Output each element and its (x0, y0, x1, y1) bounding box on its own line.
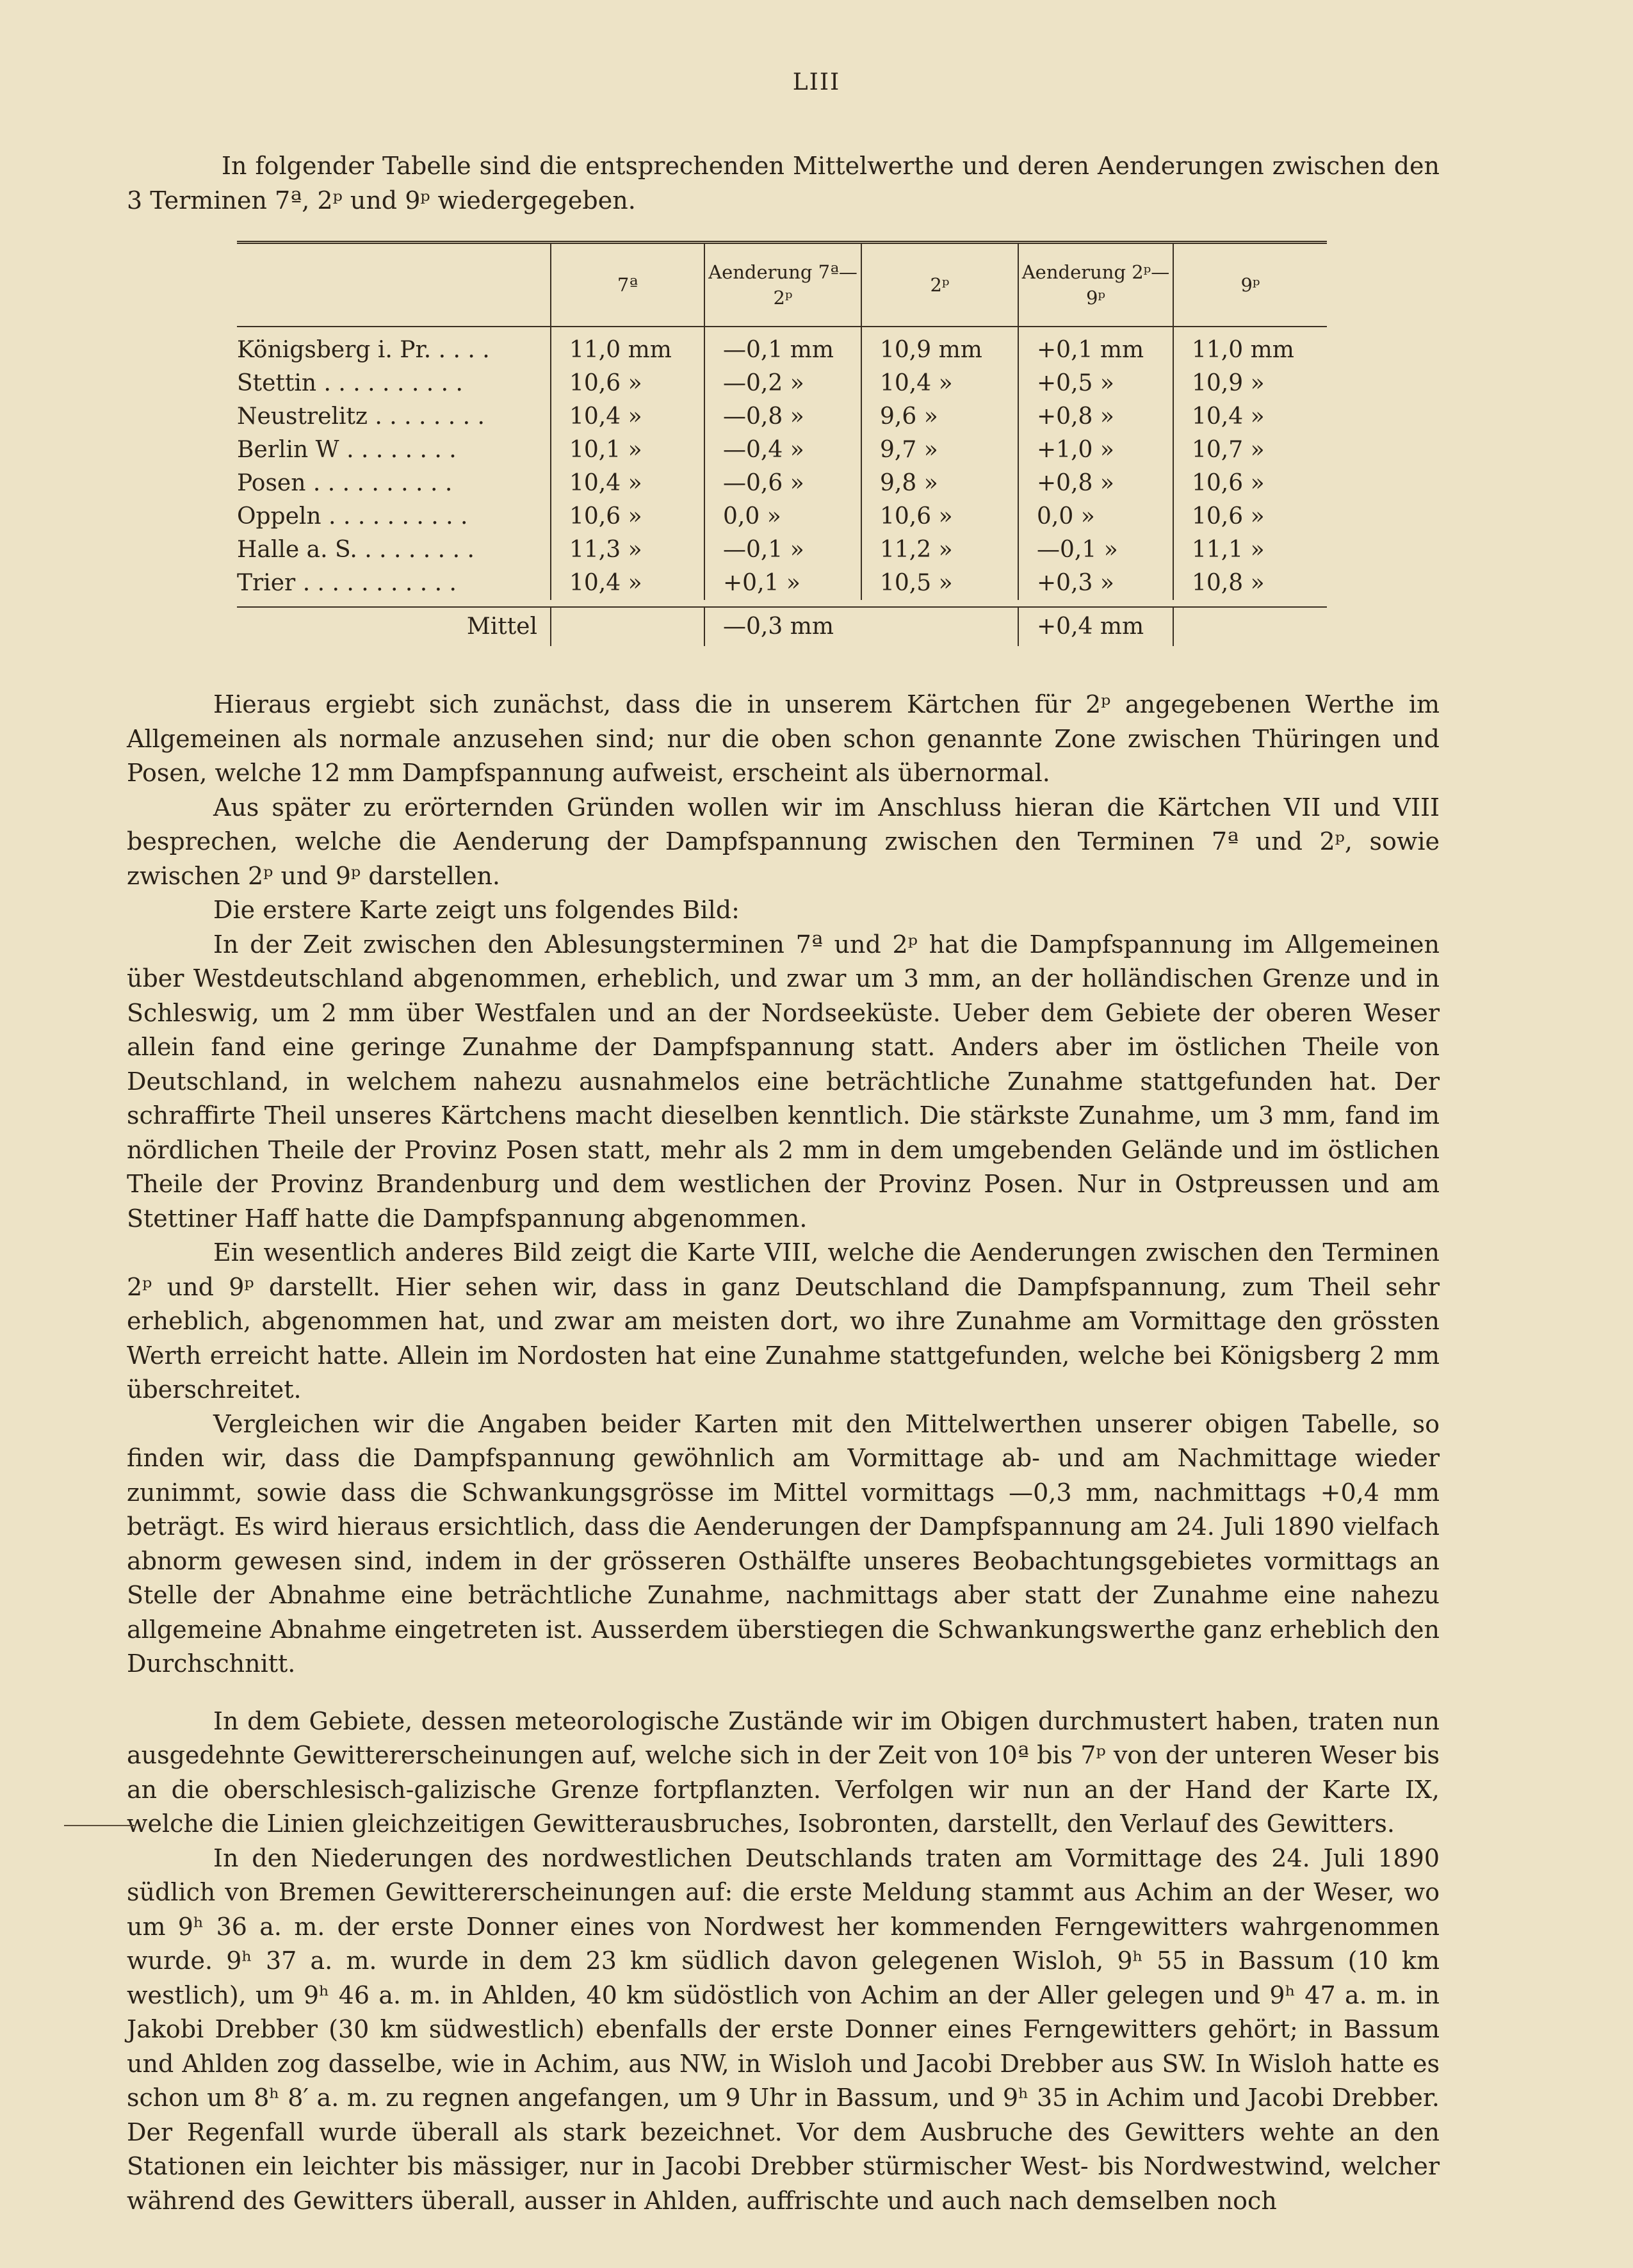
paragraph: In der Zeit zwischen den Ablesungsterminen 7ª und 2ᵖ hat die Dampfspannung im Allgemeinen über Westdeutschland abgenommen, erheblich, und zwar um 3 mm, an der holländischen Grenze und in Schleswig, um 2 mm über Westfalen und an der Nordseeküste. Ueber dem Gebiete der oberen Weser allein fand eine geringe Zunahme der Dampfspannung statt. Anders aber im östlichen Theile von Deutschland, in welchem nahezu ausnahmelos eine beträchtliche Zunahme stattgefunden hat. Der schraffirte Theil unseres Kärtchens macht dieselben kenntlich. Die stärkste Zunahme, um 3 mm, fand im nördlichen Theile der Provinz Posen statt, mehr als 2 mm in dem umgebenden Gelände und im östlichen Theile der Provinz Brandenburg und dem westlichen der Provinz Posen. Nur in Ostpreussen und am Stettiner Haff hatte die Dampfspannung abgenommen. (127, 930, 1440, 1233)
value-7a: 10,4 » (551, 567, 704, 600)
station-name: Berlin W . . . . . . . . (237, 437, 457, 463)
body-text (127, 688, 1440, 2218)
value-change-7a-2p: —0,2 » (704, 367, 861, 400)
table-row (237, 567, 1327, 600)
value-7a: 10,1 » (551, 433, 704, 467)
paragraph: Aus später zu erörternden Gründen wollen wir im Anschluss hieran die Kärtchen VII und VIII besprechen, welche die Aenderung der Dampfspannung zwischen den Terminen 7ª und 2ᵖ, sowie zwischen 2ᵖ und 9ᵖ darstellen. (127, 793, 1440, 890)
paragraph: In dem Gebiete, dessen meteorologische Zustände wir im Obigen durchmustert haben, traten nun ausgedehnte Gewittererscheinungen auf, welche sich in der Zeit von 10ª bis 7ᵖ von der unteren Weser bis an die oberschlesisch-galizische Grenze fortpflanzten. Verfolgen wir nun an der Hand der Karte IX, welche die Linien gleichzeitigen Gewitterausbruches, Isobronten, darstellt, den Verlauf des Gewitters. (127, 1706, 1440, 1838)
header-change-2p-9p: Aenderung 2ᵖ—9ᵖ (1018, 244, 1173, 327)
table-body (237, 244, 1327, 600)
paragraph: In den Niederungen des nordwestlichen Deutschlands traten am Vormittage des 24. Juli 1890 südlich von Bremen Gewittererscheinungen auf: die erste Meldung stammt aus Achim an der Weser, wo um 9ʰ 36 a. m. der erste Donner eines von Nordwest her kommenden Ferngewitters wahrgenommen wurde. 9ʰ 37 a. m. wurde in dem 23 km südlich davon gelegenen Wisloh, 9ʰ 55 in Bassum (10 km westlich), um 9ʰ 46 a. m. in Ahlden, 40 km südöstlich von Achim an der Aller gelegen und 9ʰ 47 a. m. in Jakobi Drebber (30 km südwestlich) ebenfalls der erste Donner eines Ferngewitters gehört; in Bassum und Ahlden zog dasselbe, wie in Achim, aus NW, in Wisloh und Jacobi Drebber aus SW. In Wisloh hatte es schon um 8ʰ 8′ a. m. zu regnen angefangen, um 9 Uhr in Bassum, und 9ʰ 35 in Achim und Jacobi Drebber. Der Regenfall wurde überall als stark bezeichnet. Vor dem Ausbruche des Gewitters wehte an den Stationen ein leichter bis mässiger, nur in Jacobi Drebber stürmischer West- bis Nordwestwind, welcher während des Gewitters überall, ausser in Ahlden, auffrischte und auch nach demselben noch (127, 1843, 1440, 2215)
header-9p: 9ᵖ (1173, 244, 1327, 327)
value-9p: 10,9 » (1173, 367, 1327, 400)
value-9p: 10,7 » (1173, 433, 1327, 467)
value-7a: 10,4 » (551, 400, 704, 433)
vapour-pressure-table (237, 241, 1327, 646)
value-change-7a-2p: +0,1 » (704, 567, 861, 600)
value-2p: 10,5 » (861, 567, 1018, 600)
station-name: Trier . . . . . . . . . . . (237, 570, 457, 596)
value-change-7a-2p: —0,8 » (704, 400, 861, 433)
paragraph: Vergleichen wir die Angaben beider Karten mit den Mittelwerthen unserer obigen Tabelle, so finden wir, dass die Dampfspannung gewöhnlich am Vormittage ab- und am Nachmittage wieder zunimmt, sowie dass die Schwankungsgrösse im Mittel vormittags —0,3 mm, nachmittags +0,4 mm beträgt. Es wird hieraus ersichtlich, dass die Aenderungen der Dampfspannung am 24. Juli 1890 vielfach abnorm gewesen sind, indem in der grösseren Osthälfte unseres Beobachtungsgebietes vormittags an Stelle der Abnahme eine beträchtliche Zunahme, nachmittags aber statt der Zunahme eine nahezu allgemeine Abnahme eingetreten ist. Ausserdem überstiegen die Schwankungswerthe ganz erheblich den Durchschnitt. (127, 1409, 1440, 1678)
value-change-7a-2p: —0,1 mm (704, 327, 861, 367)
value-2p: 10,6 » (861, 500, 1018, 533)
paragraph: Ein wesentlich anderes Bild zeigt die Karte VIII, welche die Aenderungen zwischen den Terminen 2ᵖ und 9ᵖ darstellt. Hier sehen wir, dass in ganz Deutschland die Dampfspannung, zum Theil sehr erheblich, abgenommen hat, und zwar am meisten dort, wo ihre Zunahme am Vormittage den grössten Werth erreicht hatte. Allein im Nordosten hat eine Zunahme stattgefunden, welche bei Königsberg 2 mm überschreitet. (127, 1238, 1440, 1404)
value-change-2p-9p: +0,1 mm (1018, 327, 1173, 367)
value-change-7a-2p: —0,1 » (704, 533, 861, 567)
value-9p: 11,1 » (1173, 533, 1327, 567)
table-row (237, 533, 1327, 567)
value-change-7a-2p: —0,6 » (704, 467, 861, 500)
page-number: LIII (792, 69, 841, 95)
value-9p: 10,6 » (1173, 467, 1327, 500)
value-change-7a-2p: 0,0 » (704, 500, 861, 533)
value-2p: 11,2 » (861, 533, 1018, 567)
value-7a: 11,3 » (551, 533, 704, 567)
margin-pencil-mark (64, 1825, 134, 1826)
station-name: Oppeln . . . . . . . . . . (237, 503, 468, 530)
station-name: Posen . . . . . . . . . . (237, 470, 453, 496)
mean-empty-2p (861, 608, 1018, 646)
value-change-2p-9p: +0,8 » (1018, 400, 1173, 433)
table-mean-row (237, 608, 1327, 646)
value-7a: 10,4 » (551, 467, 704, 500)
value-change-2p-9p: +0,8 » (1018, 467, 1173, 500)
value-change-2p-9p: 0,0 » (1018, 500, 1173, 533)
table-row (237, 327, 1327, 367)
value-change-2p-9p: +0,5 » (1018, 367, 1173, 400)
value-2p: 9,8 » (861, 467, 1018, 500)
station-name: Stettin . . . . . . . . . . (237, 370, 463, 396)
intro-text: In folgender Tabelle sind die entsprechenden Mittelwerthe und deren Aenderungen zwischen den 3 Terminen 7ª, 2ᵖ und 9ᵖ wiedergegeben. (127, 152, 1440, 215)
value-2p: 10,4 » (861, 367, 1018, 400)
header-7a: 7ª (551, 244, 704, 327)
value-change-7a-2p: —0,4 » (704, 433, 861, 467)
header-station (237, 244, 551, 327)
mean-empty-7a (551, 608, 704, 646)
value-2p: 9,6 » (861, 400, 1018, 433)
value-change-2p-9p: +1,0 » (1018, 433, 1173, 467)
table-row (237, 367, 1327, 400)
value-7a: 10,6 » (551, 500, 704, 533)
value-change-2p-9p: +0,3 » (1018, 567, 1173, 600)
table-row (237, 400, 1327, 433)
table-header-row (237, 244, 1327, 327)
value-9p: 10,8 » (1173, 567, 1327, 600)
value-9p: 10,6 » (1173, 500, 1327, 533)
station-name: Neustrelitz . . . . . . . . (237, 403, 485, 430)
header-change-7a-2p: Aenderung 7ª—2ᵖ (704, 244, 861, 327)
table-row (237, 433, 1327, 467)
intro-paragraph (127, 149, 1440, 218)
value-change-2p-9p: —0,1 » (1018, 533, 1173, 567)
value-2p: 10,9 mm (861, 327, 1018, 367)
value-7a: 10,6 » (551, 367, 704, 400)
mean-empty-9p (1173, 608, 1327, 646)
table-row (237, 500, 1327, 533)
header-2p: 2ᵖ (861, 244, 1018, 327)
station-name: Halle a. S. . . . . . . . . (237, 537, 475, 563)
value-9p: 10,4 » (1173, 400, 1327, 433)
value-7a: 11,0 mm (551, 327, 704, 367)
mean-label: Mittel (466, 613, 537, 640)
paragraph: Die erstere Karte zeigt uns folgendes Bild: (213, 896, 740, 924)
table-row (237, 467, 1327, 500)
value-9p: 11,0 mm (1173, 327, 1327, 367)
value-2p: 9,7 » (861, 433, 1018, 467)
station-name: Königsberg i. Pr. . . . . (237, 337, 490, 363)
mean-change-7a-2p: —0,3 mm (704, 608, 861, 646)
mean-change-2p-9p: +0,4 mm (1018, 608, 1173, 646)
paragraph: Hieraus ergiebt sich zunächst, dass die in unserem Kärtchen für 2ᵖ angegebenen Werthe im Allgemeinen als normale anzusehen sind; nur die oben schon genannte Zone zwischen Thüringen und Posen, welche 12 mm Dampfspannung aufweist, erscheint als übernormal. (127, 690, 1440, 787)
